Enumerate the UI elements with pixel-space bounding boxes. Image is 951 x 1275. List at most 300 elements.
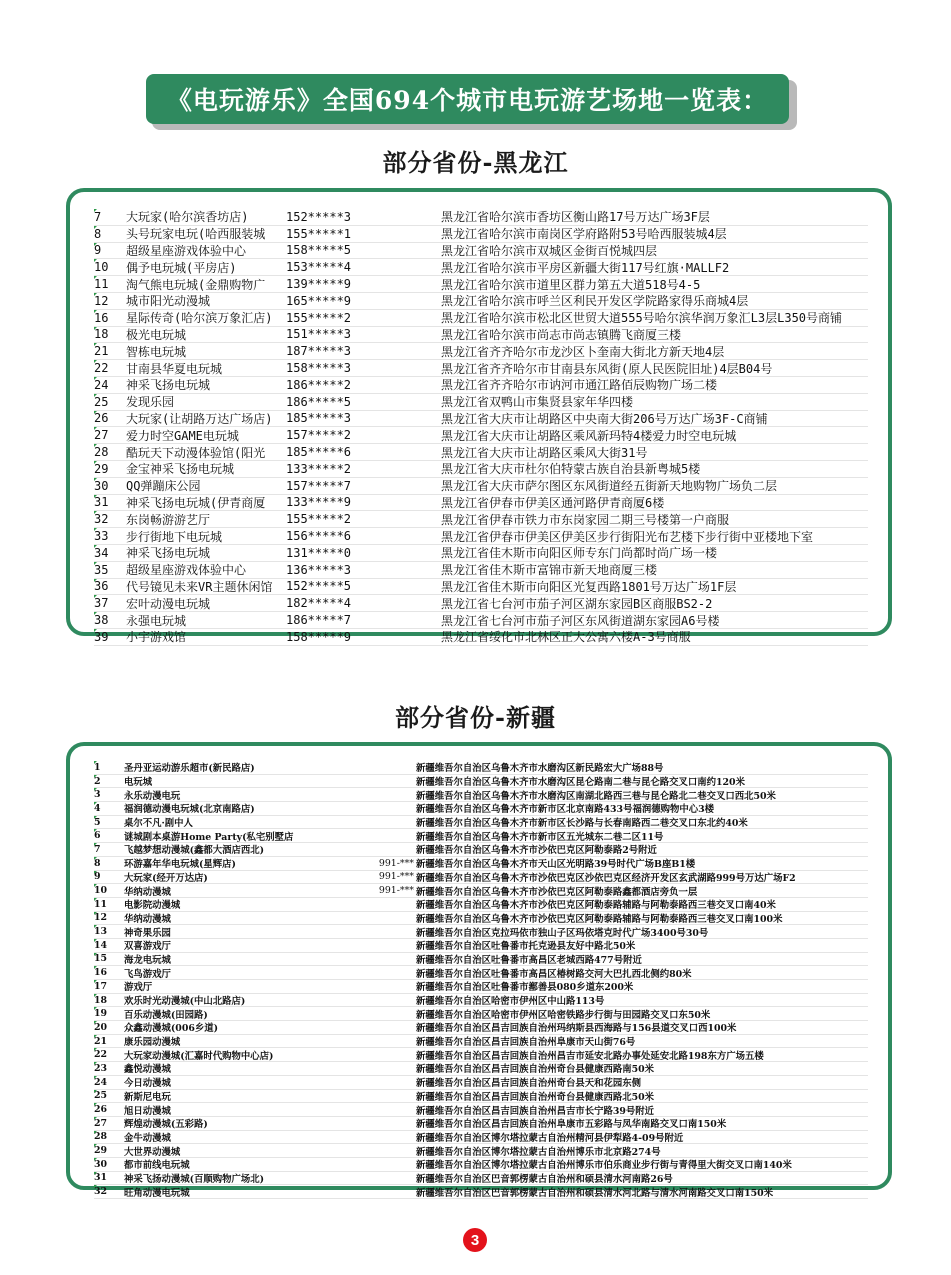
venue-address: 新疆维吾尔自治区吐鲁番市鄯善县080乡道东200米 <box>416 982 634 994</box>
row-number: 27 <box>94 1117 108 1129</box>
cell-marker-icon <box>94 427 97 430</box>
row-number: 11 <box>94 898 108 910</box>
row-number: 22 <box>94 361 109 376</box>
table-row <box>94 528 868 545</box>
row-number: 1 <box>94 761 101 773</box>
table-row <box>94 1103 868 1117</box>
cell-marker-icon <box>94 1172 97 1175</box>
venue-name: 大玩家(经开万达店) <box>124 872 208 884</box>
venue-name: 甘南县华夏电玩城 <box>126 361 223 376</box>
row-number: 24 <box>94 1076 108 1088</box>
cell-marker-icon <box>94 966 97 969</box>
table-row <box>94 1062 868 1076</box>
cell-marker-icon <box>94 925 97 928</box>
venue-name: 金牛动漫城 <box>124 1132 171 1144</box>
table-row <box>94 209 868 226</box>
phone-number: 133*****2 <box>286 461 352 476</box>
phone-number: 157*****7 <box>286 478 352 493</box>
cell-marker-icon <box>94 1048 97 1051</box>
venue-name: 超级星座游戏体验中心 <box>126 563 247 578</box>
banner-title: 《电玩游乐》全国694个城市电玩游艺场地一览表： <box>166 86 769 115</box>
cell-marker-icon <box>94 816 97 819</box>
cell-marker-icon <box>94 898 97 901</box>
row-number: 21 <box>94 344 109 359</box>
phone-number: 991-*** <box>378 885 414 897</box>
cell-marker-icon <box>94 259 97 262</box>
phone-number: 153*****4 <box>286 260 352 275</box>
table-row <box>94 444 868 461</box>
table-row <box>94 511 868 528</box>
venue-name: 爱力时空GAME电玩城 <box>126 428 239 443</box>
cell-marker-icon <box>94 209 97 212</box>
venue-name: 超级星座游戏体验中心 <box>126 244 247 258</box>
venue-name: 大玩家(让胡路万达广场店) <box>126 411 273 426</box>
row-number: 25 <box>94 1090 108 1102</box>
venue-name: 电影院动漫城 <box>124 900 181 912</box>
venue-address: 新疆维吾尔自治区乌鲁木齐市水磨沟区新民路宏大广场88号 <box>416 763 664 775</box>
row-number: 14 <box>94 939 108 951</box>
venue-address: 新疆维吾尔自治区昌吉回族自治州奇台县天和花园东侧 <box>416 1078 642 1090</box>
table-row <box>94 1035 868 1049</box>
venue-name: 圣丹亚运动游乐超市(新民路店) <box>124 763 255 775</box>
venue-address: 新疆维吾尔自治区巴音郭楞蒙古自治州和硕县清水河北路与清水河南路交叉口南150米 <box>416 1187 774 1199</box>
row-number: 31 <box>94 1172 108 1184</box>
phone-number: 152*****3 <box>286 209 352 224</box>
venue-address: 黑龙江省大庆市萨尔图区东风街道经五街新天地购物广场负二层 <box>441 479 778 494</box>
table-row <box>94 276 868 293</box>
venue-name: 神采飞扬电玩城 <box>126 378 211 393</box>
cell-marker-icon <box>94 843 97 846</box>
cell-marker-icon <box>94 871 97 874</box>
venue-address: 黑龙江省佳木斯市富锦市新天地商厦三楼 <box>441 563 658 578</box>
row-number: 9 <box>94 243 102 258</box>
phone-number: 139*****9 <box>286 277 352 292</box>
row-number: 24 <box>94 377 109 392</box>
phone-number: 991-*** <box>378 871 414 883</box>
row-number: 16 <box>94 967 108 979</box>
venue-address: 黑龙江省哈尔滨市道里区群力第五大道518号4-5 <box>441 277 701 292</box>
venue-name: 都市前线电玩城 <box>124 1160 190 1172</box>
cell-marker-icon <box>94 545 97 548</box>
row-number: 18 <box>94 994 108 1006</box>
cell-marker-icon <box>94 276 97 279</box>
cell-marker-icon <box>94 1131 97 1134</box>
heilongjiang-table-card <box>66 188 892 645</box>
row-number: 28 <box>94 1131 108 1143</box>
venue-address: 黑龙江省哈尔滨市香坊区衡山路17号万达广场3F层 <box>441 210 710 225</box>
venue-address: 黑龙江省七台河市茄子河区东风街道湖东家园A6号楼 <box>441 613 720 628</box>
phone-number: 187*****3 <box>286 344 352 359</box>
row-number: 29 <box>94 461 109 476</box>
venue-name: 旭日动漫城 <box>124 1105 171 1117</box>
row-number: 32 <box>94 512 109 527</box>
phone-number: 186*****7 <box>286 613 352 628</box>
row-number: 26 <box>94 1104 108 1116</box>
venue-name: 神采飞扬电玩城(伊青商厦 <box>126 495 266 510</box>
row-number: 9 <box>94 871 101 883</box>
phone-number: 157*****2 <box>286 428 352 443</box>
table-row <box>94 953 868 967</box>
cell-marker-icon <box>94 595 97 598</box>
phone-number: 185*****3 <box>286 411 352 426</box>
cell-marker-icon <box>94 1090 97 1093</box>
table-row <box>94 980 868 994</box>
table-row <box>94 259 868 276</box>
title-banner <box>146 74 789 124</box>
table-row <box>94 310 868 327</box>
table-row <box>94 925 868 939</box>
venue-address: 新疆维吾尔自治区哈密市伊州区中山路113号 <box>416 996 605 1008</box>
venue-address: 黑龙江省大庆市让胡路区乘风新玛特4楼爱力时空电玩城 <box>441 428 737 443</box>
venue-name: 环游嘉年华电玩城(星辉店) <box>124 859 236 871</box>
row-number: 7 <box>94 209 102 224</box>
venue-address: 新疆维吾尔自治区克拉玛依市独山子区玛依塔克时代广场3400号30号 <box>416 927 709 939</box>
table-row <box>94 802 868 816</box>
venue-address: 新疆维吾尔自治区乌鲁木齐市沙依巴克区阿勒泰路鑫都酒店旁负一层 <box>416 886 698 898</box>
cell-marker-icon <box>94 802 97 805</box>
table-row <box>94 1131 868 1145</box>
venue-name: 今日动漫城 <box>124 1078 171 1090</box>
venue-name: 金宝神采飞扬电玩城 <box>126 462 235 477</box>
phone-number: 158*****3 <box>286 361 352 376</box>
row-number: 10 <box>94 260 109 275</box>
venue-name: 神采飞扬电玩城 <box>126 546 211 561</box>
cell-marker-icon <box>94 1035 97 1038</box>
row-number: 32 <box>94 1186 108 1198</box>
venue-address: 新疆维吾尔自治区乌鲁木齐市沙依巴克区沙依巴克区经济开发区玄武湖路999号万达广场F2 <box>416 872 796 884</box>
venue-address: 新疆维吾尔自治区博尔塔拉蒙古自治州博乐市伯乐商业步行街与青得里大街交叉口南140米 <box>416 1160 792 1172</box>
table-row <box>94 595 868 612</box>
venue-address: 黑龙江省伊春市铁力市东岗家园二期三号楼第一户商服 <box>441 512 730 527</box>
table-row <box>94 411 868 428</box>
phone-number: 136*****3 <box>286 562 352 577</box>
venue-name: 大玩家(哈尔滨香坊店) <box>126 210 249 225</box>
venue-address: 新疆维吾尔自治区乌鲁木齐市天山区光明路39号时代广场B座B1楼 <box>416 859 696 871</box>
table-row <box>94 579 868 596</box>
table-row <box>94 293 868 310</box>
venue-name: 星际传奇(哈尔滨万象汇店) <box>126 311 273 326</box>
row-number: 11 <box>94 277 109 292</box>
cell-marker-icon <box>94 511 97 514</box>
row-number: 26 <box>94 411 109 426</box>
row-number: 31 <box>94 495 109 510</box>
phone-number: 152*****5 <box>286 579 352 594</box>
venue-address: 新疆维吾尔自治区昌吉回族自治州阜康市天山街76号 <box>416 1037 636 1049</box>
table-row <box>94 1172 868 1186</box>
phone-number: 158*****9 <box>286 629 352 644</box>
row-number: 36 <box>94 579 109 594</box>
venue-name: 神奇果乐园 <box>124 927 171 939</box>
venue-name: 新斯尼电玩 <box>124 1091 171 1103</box>
row-number: 34 <box>94 545 109 560</box>
cell-marker-icon <box>94 444 97 447</box>
venue-address: 新疆维吾尔自治区昌吉回族自治州玛纳斯县西海路与156县道交叉口西100米 <box>416 1023 737 1035</box>
row-number: 4 <box>94 802 101 814</box>
xinjiang-table <box>94 761 868 1199</box>
venue-address: 黑龙江省大庆市杜尔伯特蒙古族自治县新粤城5楼 <box>441 462 701 477</box>
cell-marker-icon <box>94 528 97 531</box>
row-number: 38 <box>94 613 109 628</box>
row-number: 13 <box>94 926 108 938</box>
venue-name: 游戏厅 <box>124 982 153 994</box>
cell-marker-icon <box>94 327 97 330</box>
phone-number: 156*****6 <box>286 529 352 544</box>
venue-address: 黑龙江省大庆市让胡路区乘风大街31号 <box>441 445 648 460</box>
venue-address: 黑龙江省哈尔滨市双城区金街百悦城四层 <box>441 244 658 258</box>
table-row <box>94 394 868 411</box>
cell-marker-icon <box>94 829 97 832</box>
venue-address: 新疆维吾尔自治区乌鲁木齐市水磨沟区昆仑路南二巷与昆仑路交叉口南约120米 <box>416 777 745 789</box>
venue-address: 黑龙江省哈尔滨市平房区新疆大街117号红旗·MALLF2 <box>441 260 730 275</box>
row-number: 16 <box>94 310 109 325</box>
venue-address: 黑龙江省绥化市北林区正大公寓六楼A-3号商服 <box>441 630 691 645</box>
venue-address: 黑龙江省哈尔滨市尚志市尚志镇腾飞商厦三楼 <box>441 327 682 342</box>
venue-name: 众鑫动漫城(006乡道) <box>124 1023 219 1035</box>
cell-marker-icon <box>94 884 97 887</box>
row-number: 5 <box>94 816 101 828</box>
cell-marker-icon <box>94 994 97 997</box>
cell-marker-icon <box>94 394 97 397</box>
venue-name: 小宇游戏馆 <box>126 630 187 645</box>
venue-name: 淘气熊电玩城(金鼎购物广 <box>126 277 266 292</box>
venue-name: 步行街地下电玩城 <box>126 529 223 544</box>
row-number: 28 <box>94 445 109 460</box>
cell-marker-icon <box>94 1021 97 1024</box>
venue-name: 旺角动漫电玩城 <box>124 1187 190 1199</box>
venue-address: 新疆维吾尔自治区乌鲁木齐市新市区北京南路433号福润德购物中心3楼 <box>416 804 714 816</box>
phone-number: 186*****2 <box>286 377 352 392</box>
row-number: 3 <box>94 789 101 801</box>
venue-address: 新疆维吾尔自治区巴音郭楞蒙古自治州和硕县清水河南路26号 <box>416 1173 673 1185</box>
venue-address: 新疆维吾尔自治区吐鲁番市高昌区老城西路477号附近 <box>416 954 642 966</box>
venue-name: 康乐园动漫城 <box>124 1037 181 1049</box>
table-row <box>94 461 868 478</box>
row-number: 21 <box>94 1035 108 1047</box>
xinjiang-table-card <box>66 742 892 1199</box>
row-number: 30 <box>94 1158 108 1170</box>
venue-name: QQ弹蹦床公园 <box>126 479 201 494</box>
venue-address: 黑龙江省哈尔滨市呼兰区利民开发区学院路家得乐商城4层 <box>441 294 749 309</box>
table-row <box>94 761 868 775</box>
cell-marker-icon <box>94 360 97 363</box>
cell-marker-icon <box>94 1076 97 1079</box>
table-row <box>94 1076 868 1090</box>
venue-name: 飞越梦想动漫城(鑫都大酒店西北) <box>124 845 265 857</box>
venue-name: 双喜游戏厅 <box>124 941 171 953</box>
row-number: 18 <box>94 327 109 342</box>
row-number: 23 <box>94 1062 108 1074</box>
cell-marker-icon <box>94 411 97 414</box>
phone-number: 165*****9 <box>286 293 352 308</box>
table-row <box>94 1158 868 1172</box>
table-row <box>94 1007 868 1021</box>
phone-number: 131*****0 <box>286 545 352 560</box>
table-row <box>94 545 868 562</box>
venue-address: 新疆维吾尔自治区昌吉回族自治州奇台县健康西路北50米 <box>416 1091 655 1103</box>
venue-name: 大玩家动漫城(汇嘉时代购物中心店) <box>124 1050 274 1062</box>
cell-marker-icon <box>94 775 97 778</box>
row-number: 6 <box>94 830 101 842</box>
phone-number: 182*****4 <box>286 596 352 611</box>
table-row <box>94 629 868 646</box>
cell-marker-icon <box>94 1158 97 1161</box>
cell-marker-icon <box>94 1062 97 1065</box>
section-title-xinjiang: 部分省份-新疆 <box>395 703 556 732</box>
table-row <box>94 816 868 830</box>
phone-number: 991-*** <box>378 857 414 869</box>
phone-number: 133*****9 <box>286 495 352 510</box>
venue-name: 头号玩家电玩(哈西服装城 <box>126 227 266 242</box>
venue-name: 华纳动漫城 <box>124 886 171 898</box>
venue-name: 华纳动漫城 <box>124 913 171 925</box>
table-row <box>94 1185 868 1199</box>
table-row <box>94 788 868 802</box>
venue-name: 谜城剧本桌游Home Party(私宅别墅店 <box>124 831 294 843</box>
venue-name: 飞鸟游戏厅 <box>124 968 171 980</box>
table-row <box>94 994 868 1008</box>
venue-name: 辉煌动漫城(五彩路) <box>124 1119 208 1131</box>
table-row <box>94 775 868 789</box>
table-row <box>94 377 868 394</box>
venue-name: 代号镜见未来VR主题休闲馆 <box>126 579 273 594</box>
cell-marker-icon <box>94 243 97 246</box>
venue-address: 黑龙江省大庆市让胡路区中央南大街206号万达广场3F-C商铺 <box>441 411 768 426</box>
phone-number: 185*****6 <box>286 445 352 460</box>
cell-marker-icon <box>94 562 97 565</box>
table-row <box>94 871 868 885</box>
venue-name: 宏叶动漫电玩城 <box>126 596 211 611</box>
table-row <box>94 562 868 579</box>
cell-marker-icon <box>94 1117 97 1120</box>
row-number: 7 <box>94 843 101 855</box>
table-row <box>94 612 868 629</box>
venue-address: 黑龙江省齐齐哈尔市龙沙区卜奎南大街北方新天地4层 <box>441 344 725 359</box>
venue-address: 黑龙江省双鸭山市集贤县家年华四楼 <box>441 395 634 410</box>
venue-name: 永强电玩城 <box>126 613 187 628</box>
table-row <box>94 1117 868 1131</box>
venue-name: 酷玩天下动漫体验馆(阳光 <box>126 445 266 460</box>
table-row <box>94 912 868 926</box>
phone-number: 158*****5 <box>286 243 352 258</box>
row-number: 29 <box>94 1145 108 1157</box>
row-number: 22 <box>94 1049 108 1061</box>
table-row <box>94 226 868 243</box>
venue-address: 新疆维吾尔自治区吐鲁番市托克逊县友好中路北50米 <box>416 941 636 953</box>
cell-marker-icon <box>94 579 97 582</box>
table-row <box>94 843 868 857</box>
venue-name: 欢乐时光动漫城(中山北路店) <box>124 996 246 1008</box>
venue-address: 新疆维吾尔自治区昌吉回族自治州昌吉市长宁路39号附近 <box>416 1105 655 1117</box>
table-row <box>94 1021 868 1035</box>
row-number: 37 <box>94 596 109 611</box>
row-number: 19 <box>94 1008 108 1020</box>
cell-marker-icon <box>94 293 97 296</box>
venue-address: 黑龙江省佳木斯市向阳区师专东门尚都时尚广场一楼 <box>441 546 718 561</box>
table-row <box>94 829 868 843</box>
cell-marker-icon <box>94 478 97 481</box>
venue-name: 大世界动漫城 <box>124 1146 181 1158</box>
cell-marker-icon <box>94 377 97 380</box>
table-row <box>94 1144 868 1158</box>
heilongjiang-table <box>94 209 868 646</box>
table-row <box>94 427 868 444</box>
row-number: 12 <box>94 912 108 924</box>
phone-number: 186*****5 <box>286 394 352 409</box>
venue-address: 新疆维吾尔自治区昌吉回族自治州阜康市五彩路与凤华南路交叉口南150米 <box>416 1119 727 1131</box>
venue-name: 智栋电玩城 <box>126 344 187 359</box>
cell-marker-icon <box>94 857 97 860</box>
phone-number: 155*****1 <box>286 226 352 241</box>
cell-marker-icon <box>94 953 97 956</box>
row-number: 10 <box>94 885 108 897</box>
venue-name: 发现乐园 <box>126 395 175 410</box>
venue-address: 新疆维吾尔自治区乌鲁木齐市新市区五光城东二巷二区11号 <box>416 831 664 843</box>
table-row <box>94 1048 868 1062</box>
venue-name: 鑫悦动漫城 <box>124 1064 171 1076</box>
venue-name: 福润德动漫电玩城(北京南路店) <box>124 804 255 816</box>
row-number: 30 <box>94 478 109 493</box>
phone-number: 155*****2 <box>286 512 352 527</box>
cell-marker-icon <box>94 310 97 313</box>
table-row <box>94 966 868 980</box>
cell-marker-icon <box>94 912 97 915</box>
venue-address: 新疆维吾尔自治区乌鲁木齐市沙依巴克区阿勒泰路辅路与阿勒泰路西三巷交叉口南100米 <box>416 913 783 925</box>
table-row <box>94 343 868 360</box>
row-number: 2 <box>94 775 101 787</box>
venue-name: 永乐动漫电玩 <box>124 790 181 802</box>
row-number: 39 <box>94 629 109 644</box>
table-row <box>94 939 868 953</box>
venue-address: 新疆维吾尔自治区乌鲁木齐市沙依巴克区阿勒泰路辅路与阿勒泰路西三巷交叉口南40米 <box>416 900 776 912</box>
cell-marker-icon <box>94 461 97 464</box>
venue-address: 新疆维吾尔自治区乌鲁木齐市沙依巴克区阿勒泰路2号附近 <box>416 845 657 857</box>
venue-name: 城市阳光动漫城 <box>126 294 211 309</box>
row-number: 20 <box>94 1021 108 1033</box>
cell-marker-icon <box>94 1185 97 1188</box>
table-row <box>94 327 868 344</box>
venue-name: 电玩城 <box>124 777 153 789</box>
cell-marker-icon <box>94 612 97 615</box>
cell-marker-icon <box>94 1103 97 1106</box>
venue-name: 东岗畅游游艺厅 <box>126 512 211 527</box>
row-number: 8 <box>94 857 101 869</box>
cell-marker-icon <box>94 343 97 346</box>
section-title-heilongjiang: 部分省份-黑龙江 <box>382 148 569 177</box>
venue-address: 黑龙江省佳木斯市向阳区光复西路1801号万达广场1F层 <box>441 579 737 594</box>
cell-marker-icon <box>94 629 97 632</box>
venue-address: 黑龙江省伊春市伊美区伊美区步行街阳光布艺楼下步行街中亚楼地下室 <box>441 529 814 544</box>
table-row <box>94 1090 868 1104</box>
table-row <box>94 898 868 912</box>
cell-marker-icon <box>94 226 97 229</box>
row-number: 17 <box>94 980 108 992</box>
phone-number: 151*****3 <box>286 327 352 342</box>
table-row <box>94 495 868 512</box>
cell-marker-icon <box>94 939 97 942</box>
venue-address: 新疆维吾尔自治区昌吉回族自治州昌吉市延安北路办事处延安北路198东方广场五楼 <box>416 1050 764 1062</box>
venue-address: 黑龙江省齐齐哈尔市甘南县东风街(原人民医院旧址)4层B04号 <box>441 361 773 376</box>
venue-name: 极光电玩城 <box>126 327 187 342</box>
venue-address: 新疆维吾尔自治区吐鲁番市高昌区椿树路交河大巴扎西北侧约80米 <box>416 968 692 980</box>
cell-marker-icon <box>94 788 97 791</box>
venue-address: 黑龙江省七台河市茄子河区湖东家园B区商服BS2-2 <box>441 596 713 611</box>
venue-name: 偶予电玩城(平房店) <box>126 260 237 275</box>
table-row <box>94 857 868 871</box>
venue-address: 新疆维吾尔自治区乌鲁木齐市水磨沟区南湖北路西三巷与昆仑路北二巷交叉口西北50米 <box>416 790 776 802</box>
phone-number: 155*****2 <box>286 310 352 325</box>
venue-address: 新疆维吾尔自治区博尔塔拉蒙古自治州博乐市北京路274号 <box>416 1146 661 1158</box>
row-number: 8 <box>94 226 102 241</box>
